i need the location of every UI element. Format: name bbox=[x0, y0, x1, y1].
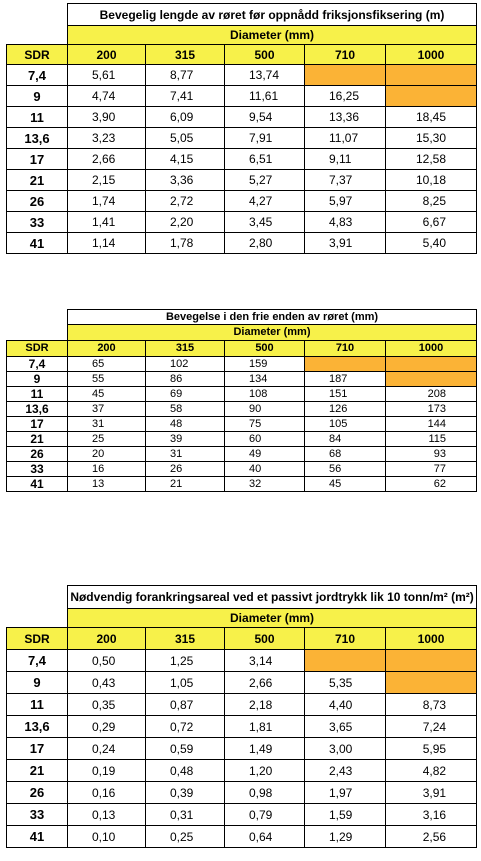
value-cell: 5,05 bbox=[146, 128, 225, 149]
value-cell: 13,36 bbox=[305, 107, 386, 128]
sdr-value: 41 bbox=[7, 826, 68, 848]
value-cell: 7,24 bbox=[386, 716, 477, 738]
sdr-value: 7,4 bbox=[7, 65, 68, 86]
table-row bbox=[7, 650, 477, 672]
diameter-column-header: 500 bbox=[225, 45, 305, 65]
value-cell: 93 bbox=[386, 447, 477, 462]
value-cell: 1,59 bbox=[305, 804, 386, 826]
value-cell: 3,16 bbox=[386, 804, 477, 826]
sdr-value: 9 bbox=[7, 86, 68, 107]
unavailable-cell bbox=[386, 650, 477, 672]
value-cell: 0,13 bbox=[68, 804, 146, 826]
table-row bbox=[7, 432, 477, 447]
table-row bbox=[7, 65, 477, 86]
value-cell: 105 bbox=[305, 417, 386, 432]
value-cell: 3,45 bbox=[225, 212, 305, 233]
value-cell: 2,72 bbox=[146, 191, 225, 212]
sdr-value: 21 bbox=[7, 760, 68, 782]
value-cell: 2,66 bbox=[68, 149, 146, 170]
table-row bbox=[7, 694, 477, 716]
diameter-column-header: 200 bbox=[68, 628, 146, 650]
value-cell: 1,25 bbox=[146, 650, 225, 672]
table-movable-length bbox=[6, 3, 477, 254]
value-cell: 0,25 bbox=[146, 826, 225, 848]
value-cell: 126 bbox=[305, 402, 386, 417]
value-cell: 3,23 bbox=[68, 128, 146, 149]
value-cell: 69 bbox=[146, 387, 225, 402]
corner-blank bbox=[7, 4, 68, 26]
value-cell: 26 bbox=[146, 462, 225, 477]
diameter-column-header: 710 bbox=[305, 628, 386, 650]
diameter-column-header: 315 bbox=[146, 628, 225, 650]
value-cell: 15,30 bbox=[386, 128, 477, 149]
value-cell: 2,15 bbox=[68, 170, 146, 191]
sdr-value: 9 bbox=[7, 672, 68, 694]
value-cell: 8,77 bbox=[146, 65, 225, 86]
value-cell: 3,65 bbox=[305, 716, 386, 738]
value-cell: 49 bbox=[225, 447, 305, 462]
value-cell: 1,49 bbox=[225, 738, 305, 760]
value-cell: 5,61 bbox=[68, 65, 146, 86]
value-cell: 16,25 bbox=[305, 86, 386, 107]
value-cell: 5,97 bbox=[305, 191, 386, 212]
value-cell: 11,61 bbox=[225, 86, 305, 107]
sdr-value: 7,4 bbox=[7, 357, 68, 372]
diameter-column-header: 315 bbox=[146, 45, 225, 65]
value-cell: 1,29 bbox=[305, 826, 386, 848]
value-cell: 37 bbox=[68, 402, 146, 417]
value-cell: 4,83 bbox=[305, 212, 386, 233]
table-row bbox=[7, 738, 477, 760]
unavailable-cell bbox=[386, 86, 477, 107]
table-row bbox=[7, 804, 477, 826]
value-cell: 2,43 bbox=[305, 760, 386, 782]
sdr-value: 33 bbox=[7, 462, 68, 477]
value-cell: 5,40 bbox=[386, 233, 477, 254]
table-row bbox=[7, 782, 477, 804]
value-cell: 2,80 bbox=[225, 233, 305, 254]
value-cell: 6,67 bbox=[386, 212, 477, 233]
value-cell: 0,35 bbox=[68, 694, 146, 716]
value-cell: 6,51 bbox=[225, 149, 305, 170]
value-cell: 159 bbox=[225, 357, 305, 372]
value-cell: 39 bbox=[146, 432, 225, 447]
value-cell: 8,25 bbox=[386, 191, 477, 212]
value-cell: 1,05 bbox=[146, 672, 225, 694]
table-row bbox=[7, 212, 477, 233]
value-cell: 2,20 bbox=[146, 212, 225, 233]
value-cell: 16 bbox=[68, 462, 146, 477]
sdr-value: 13,6 bbox=[7, 716, 68, 738]
value-cell: 10,18 bbox=[386, 170, 477, 191]
value-cell: 4,27 bbox=[225, 191, 305, 212]
value-cell: 25 bbox=[68, 432, 146, 447]
table-row bbox=[7, 477, 477, 492]
value-cell: 0,39 bbox=[146, 782, 225, 804]
diameter-column-header: 315 bbox=[146, 341, 225, 357]
value-cell: 75 bbox=[225, 417, 305, 432]
sdr-value: 7,4 bbox=[7, 650, 68, 672]
value-cell: 90 bbox=[225, 402, 305, 417]
sdr-value: 13,6 bbox=[7, 128, 68, 149]
value-cell: 1,41 bbox=[68, 212, 146, 233]
value-cell: 5,35 bbox=[305, 672, 386, 694]
sdr-value: 41 bbox=[7, 477, 68, 492]
value-cell: 13 bbox=[68, 477, 146, 492]
value-cell: 208 bbox=[386, 387, 477, 402]
table-row bbox=[7, 372, 477, 387]
table-row bbox=[7, 760, 477, 782]
value-cell: 40 bbox=[225, 462, 305, 477]
unavailable-cell bbox=[305, 65, 386, 86]
diameter-column-header: 200 bbox=[68, 45, 146, 65]
value-cell: 151 bbox=[305, 387, 386, 402]
table-row bbox=[7, 402, 477, 417]
value-cell: 0,48 bbox=[146, 760, 225, 782]
value-cell: 32 bbox=[225, 477, 305, 492]
corner-blank bbox=[7, 586, 68, 609]
sdr-value: 33 bbox=[7, 804, 68, 826]
value-cell: 0,87 bbox=[146, 694, 225, 716]
value-cell: 7,91 bbox=[225, 128, 305, 149]
value-cell: 0,43 bbox=[68, 672, 146, 694]
value-cell: 58 bbox=[146, 402, 225, 417]
value-cell: 3,91 bbox=[386, 782, 477, 804]
value-cell: 3,91 bbox=[305, 233, 386, 254]
value-cell: 3,36 bbox=[146, 170, 225, 191]
sdr-value: 13,6 bbox=[7, 402, 68, 417]
sdr-value: 17 bbox=[7, 149, 68, 170]
sdr-value: 11 bbox=[7, 107, 68, 128]
unavailable-cell bbox=[386, 65, 477, 86]
table-row bbox=[7, 826, 477, 848]
table-row bbox=[7, 149, 477, 170]
diameter-header: Diameter (mm) bbox=[68, 609, 477, 628]
sdr-header: SDR bbox=[7, 45, 68, 65]
value-cell: 18,45 bbox=[386, 107, 477, 128]
value-cell: 68 bbox=[305, 447, 386, 462]
value-cell: 5,95 bbox=[386, 738, 477, 760]
value-cell: 45 bbox=[305, 477, 386, 492]
sdr-header: SDR bbox=[7, 341, 68, 357]
value-cell: 4,15 bbox=[146, 149, 225, 170]
table-row bbox=[7, 107, 477, 128]
value-cell: 1,14 bbox=[68, 233, 146, 254]
diameter-column-header: 200 bbox=[68, 341, 146, 357]
value-cell: 1,81 bbox=[225, 716, 305, 738]
diameter-column-header: 500 bbox=[225, 341, 305, 357]
table-free-end-movement bbox=[6, 309, 477, 492]
value-cell: 134 bbox=[225, 372, 305, 387]
value-cell: 31 bbox=[68, 417, 146, 432]
value-cell: 56 bbox=[305, 462, 386, 477]
sdr-value: 11 bbox=[7, 694, 68, 716]
value-cell: 84 bbox=[305, 432, 386, 447]
table-row bbox=[7, 128, 477, 149]
value-cell: 62 bbox=[386, 477, 477, 492]
diameter-column-header: 1000 bbox=[386, 628, 477, 650]
value-cell: 13,74 bbox=[225, 65, 305, 86]
table-row bbox=[7, 191, 477, 212]
table-title: Nødvendig forankringsareal ved et passivt jordtrykk lik 10 tonn/m² (m²) bbox=[68, 586, 477, 609]
table-row bbox=[7, 233, 477, 254]
value-cell: 5,27 bbox=[225, 170, 305, 191]
value-cell: 0,72 bbox=[146, 716, 225, 738]
table-title: Bevegelig lengde av røret før oppnådd friksjonsfiksering (m) bbox=[68, 4, 477, 26]
value-cell: 0,98 bbox=[225, 782, 305, 804]
unavailable-cell bbox=[386, 672, 477, 694]
corner-blank bbox=[7, 310, 68, 325]
table-row bbox=[7, 387, 477, 402]
diameter-column-header: 1000 bbox=[386, 341, 477, 357]
value-cell: 3,14 bbox=[225, 650, 305, 672]
value-cell: 2,66 bbox=[225, 672, 305, 694]
value-cell: 2,18 bbox=[225, 694, 305, 716]
unavailable-cell bbox=[305, 650, 386, 672]
value-cell: 9,54 bbox=[225, 107, 305, 128]
table-row bbox=[7, 672, 477, 694]
value-cell: 0,10 bbox=[68, 826, 146, 848]
value-cell: 0,29 bbox=[68, 716, 146, 738]
table-anchoring-area bbox=[6, 585, 477, 848]
unavailable-cell bbox=[386, 372, 477, 387]
value-cell: 48 bbox=[146, 417, 225, 432]
value-cell: 1,78 bbox=[146, 233, 225, 254]
sdr-header: SDR bbox=[7, 628, 68, 650]
sdr-value: 9 bbox=[7, 372, 68, 387]
table-title: Bevegelse i den frie enden av røret (mm) bbox=[68, 310, 477, 325]
diameter-column-header: 1000 bbox=[386, 45, 477, 65]
value-cell: 11,07 bbox=[305, 128, 386, 149]
value-cell: 0,64 bbox=[225, 826, 305, 848]
value-cell: 8,73 bbox=[386, 694, 477, 716]
value-cell: 108 bbox=[225, 387, 305, 402]
table-row bbox=[7, 716, 477, 738]
table-row bbox=[7, 357, 477, 372]
value-cell: 3,90 bbox=[68, 107, 146, 128]
sdr-value: 26 bbox=[7, 191, 68, 212]
value-cell: 77 bbox=[386, 462, 477, 477]
value-cell: 0,50 bbox=[68, 650, 146, 672]
sdr-value: 11 bbox=[7, 387, 68, 402]
unavailable-cell bbox=[305, 357, 386, 372]
diameter-column-header: 710 bbox=[305, 341, 386, 357]
diameter-header: Diameter (mm) bbox=[68, 26, 477, 45]
value-cell: 7,41 bbox=[146, 86, 225, 107]
value-cell: 21 bbox=[146, 477, 225, 492]
diameter-column-header: 710 bbox=[305, 45, 386, 65]
table-row bbox=[7, 462, 477, 477]
sdr-value: 21 bbox=[7, 432, 68, 447]
value-cell: 187 bbox=[305, 372, 386, 387]
value-cell: 0,16 bbox=[68, 782, 146, 804]
value-cell: 7,37 bbox=[305, 170, 386, 191]
value-cell: 2,56 bbox=[386, 826, 477, 848]
corner-blank bbox=[7, 325, 68, 341]
value-cell: 60 bbox=[225, 432, 305, 447]
value-cell: 9,11 bbox=[305, 149, 386, 170]
value-cell: 86 bbox=[146, 372, 225, 387]
unavailable-cell bbox=[386, 357, 477, 372]
value-cell: 115 bbox=[386, 432, 477, 447]
value-cell: 4,82 bbox=[386, 760, 477, 782]
table-row bbox=[7, 417, 477, 432]
corner-blank bbox=[7, 609, 68, 628]
sdr-value: 26 bbox=[7, 782, 68, 804]
value-cell: 0,31 bbox=[146, 804, 225, 826]
value-cell: 102 bbox=[146, 357, 225, 372]
diameter-column-header: 500 bbox=[225, 628, 305, 650]
value-cell: 45 bbox=[68, 387, 146, 402]
value-cell: 0,24 bbox=[68, 738, 146, 760]
value-cell: 12,58 bbox=[386, 149, 477, 170]
sdr-value: 21 bbox=[7, 170, 68, 191]
table-row bbox=[7, 170, 477, 191]
value-cell: 20 bbox=[68, 447, 146, 462]
value-cell: 144 bbox=[386, 417, 477, 432]
value-cell: 1,20 bbox=[225, 760, 305, 782]
sdr-value: 41 bbox=[7, 233, 68, 254]
value-cell: 4,40 bbox=[305, 694, 386, 716]
corner-blank bbox=[7, 26, 68, 45]
value-cell: 0,59 bbox=[146, 738, 225, 760]
sdr-value: 17 bbox=[7, 417, 68, 432]
value-cell: 0,19 bbox=[68, 760, 146, 782]
table-row bbox=[7, 86, 477, 107]
value-cell: 6,09 bbox=[146, 107, 225, 128]
value-cell: 3,00 bbox=[305, 738, 386, 760]
value-cell: 173 bbox=[386, 402, 477, 417]
value-cell: 31 bbox=[146, 447, 225, 462]
table-row bbox=[7, 447, 477, 462]
value-cell: 1,97 bbox=[305, 782, 386, 804]
sdr-value: 26 bbox=[7, 447, 68, 462]
value-cell: 1,74 bbox=[68, 191, 146, 212]
sdr-value: 17 bbox=[7, 738, 68, 760]
sdr-value: 33 bbox=[7, 212, 68, 233]
value-cell: 65 bbox=[68, 357, 146, 372]
value-cell: 4,74 bbox=[68, 86, 146, 107]
value-cell: 55 bbox=[68, 372, 146, 387]
value-cell: 0,79 bbox=[225, 804, 305, 826]
diameter-header: Diameter (mm) bbox=[68, 325, 477, 341]
